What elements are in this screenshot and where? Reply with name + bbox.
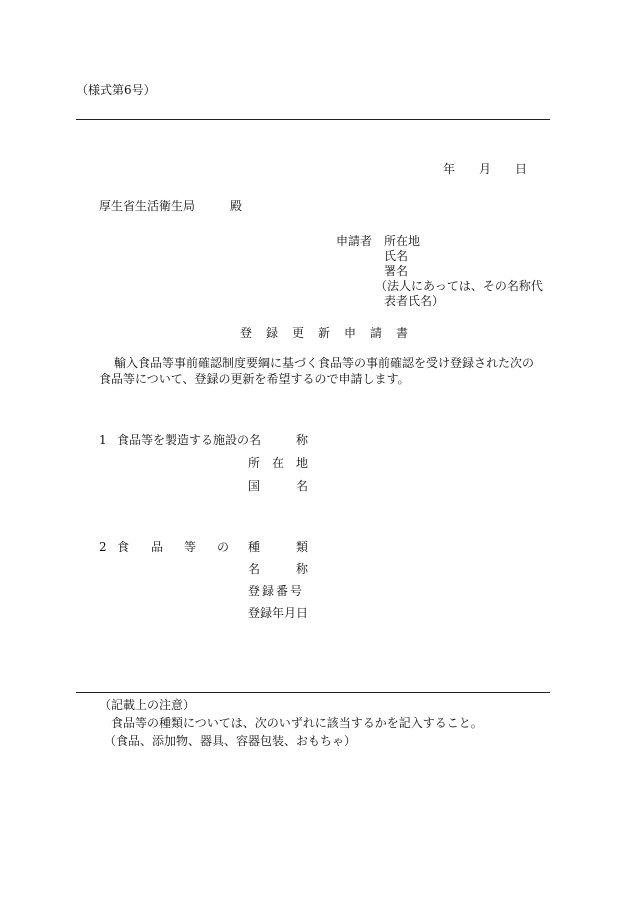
document-title: 登録更新申請書 bbox=[240, 326, 423, 340]
form-number: （様式第6号） bbox=[76, 83, 156, 97]
header-divider bbox=[76, 119, 550, 120]
applicant-note-line2: 表者氏名） bbox=[384, 294, 445, 308]
section2-label-char: 品 bbox=[151, 540, 164, 554]
notes-heading: （記載上の注意） bbox=[99, 698, 196, 712]
notes-line-1: 食品等の種類については、次のいずれに該当するかを記入すること。 bbox=[111, 716, 483, 730]
date-year: 年 bbox=[443, 162, 456, 176]
date-month: 月 bbox=[479, 162, 492, 176]
section2-label-char: 食 bbox=[117, 540, 130, 554]
section2-name-char: 称 bbox=[296, 562, 309, 576]
addressee-office: 厚生省生活衛生局 bbox=[99, 199, 196, 213]
notes-divider bbox=[76, 692, 550, 693]
section2-label-char: の bbox=[217, 540, 230, 554]
section2-kind-char: 類 bbox=[296, 540, 309, 554]
section2-number: 2 bbox=[99, 540, 107, 554]
section1-address-char: 在 bbox=[272, 456, 285, 470]
section2-label-char: 等 bbox=[184, 540, 197, 554]
applicant-signature-label: 署名 bbox=[384, 264, 409, 278]
section1-country-char: 国 bbox=[248, 479, 261, 493]
section2-kind-char: 種 bbox=[248, 540, 261, 554]
date-day: 日 bbox=[515, 162, 528, 176]
section1-number: 1 bbox=[99, 433, 107, 447]
body-line-1: 輸入食品等事前確認制度要綱に基づく食品等の事前確認を受け登録された次の bbox=[114, 356, 535, 370]
applicant-label: 申請者 bbox=[336, 234, 373, 248]
section1-address-char: 地 bbox=[296, 456, 309, 470]
notes-line-2: （食品、添加物、器具、容器包装、おもちゃ） bbox=[104, 734, 357, 748]
addressee-honorific: 殿 bbox=[230, 199, 243, 213]
applicant-name-label: 氏名 bbox=[384, 249, 409, 263]
section2-reg-number: 登録番号 bbox=[248, 584, 305, 598]
applicant-note-line1: （法人にあっては、その名称代 bbox=[375, 279, 543, 293]
body-line-2: 食品等について、登録の更新を希望するので申請します。 bbox=[99, 372, 410, 386]
section1-address-char: 所 bbox=[248, 456, 261, 470]
section2-name-char: 名 bbox=[248, 562, 261, 576]
section1-country-char: 名 bbox=[296, 479, 309, 493]
applicant-address-label: 所在地 bbox=[384, 234, 421, 248]
section1-facility-label-end: 称 bbox=[296, 433, 309, 447]
section2-reg-date: 登録年月日 bbox=[248, 606, 309, 620]
section1-facility-label: 食品等を製造する施設の名 bbox=[117, 433, 262, 447]
